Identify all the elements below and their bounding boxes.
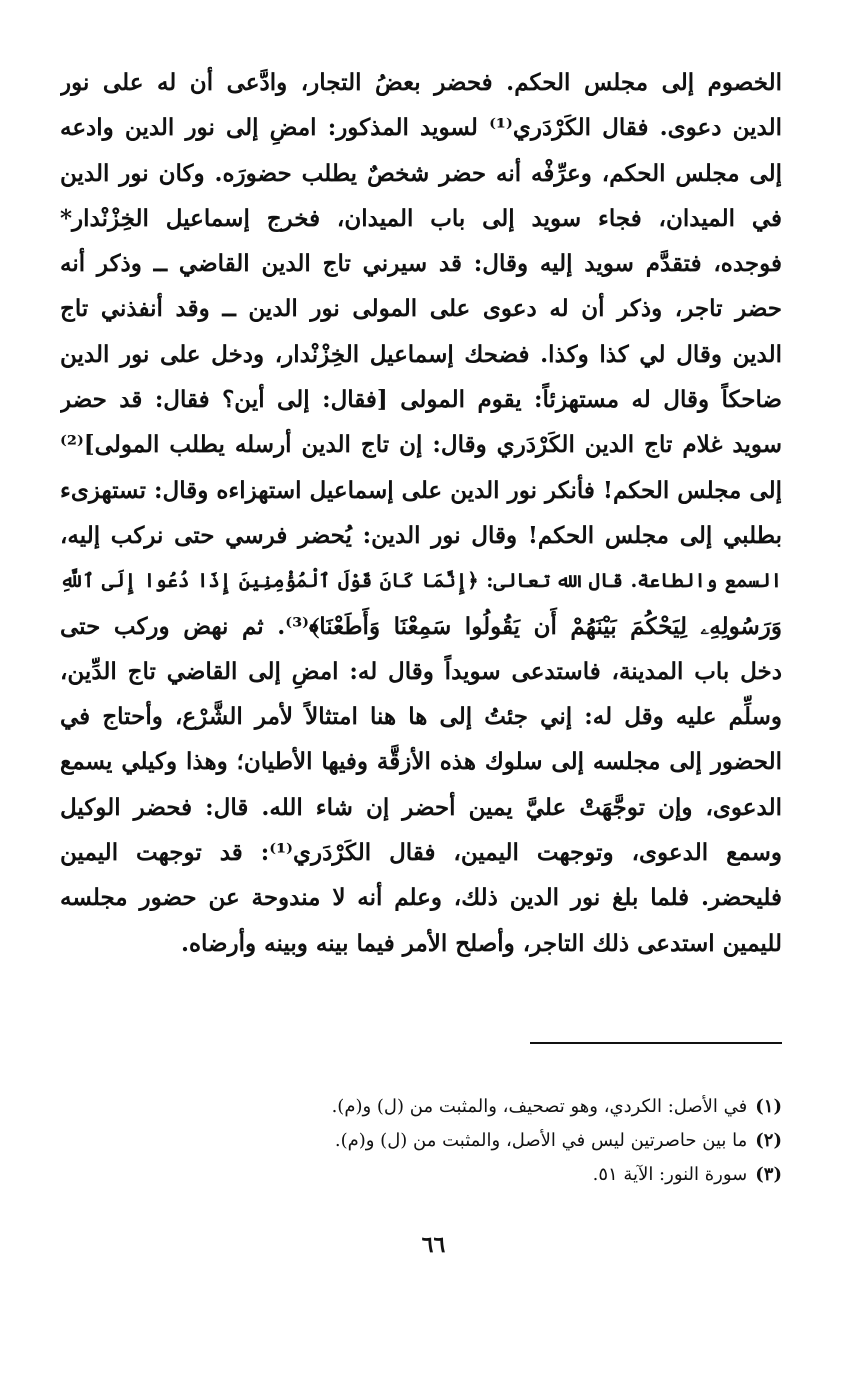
text-line: حضر تاجر، وذكر أن له دعوى على المولى نور الدين ــ وقد أنفذني تاج bbox=[60, 295, 782, 323]
text-line: ضاحكاً وقال له مستهزئاً: يقوم المولى [فقال: إلى أين؟ فقال: قد حضر bbox=[60, 386, 782, 414]
footnote bbox=[60, 1158, 782, 1192]
text-line: فليحضر. فلما بلغ نور الدين ذلك، وعلم أنه لا مندوحة عن حضور مجلسه bbox=[60, 884, 782, 912]
footnote-text: في الأصل: الكردي، وهو تصحيف، والمثبت من (ل) و(م). bbox=[331, 1096, 748, 1117]
text-line: الخصوم إلى مجلس الحكم. فحضر بعضُ التجار، وادَّعى أن له على نور bbox=[60, 69, 782, 96]
text-line: وَرَسُولِهِۦ لِيَحْكُمَ بَيْنَهُمْ أَن يَقُولُوا سَمِعْنَا وَأَطَعْنَا﴾⁽³⁾. ثم نهض وركب حتى bbox=[60, 612, 782, 640]
text-line: لليمين استدعى ذلك التاجر، وأصلح الأمر فيما بينه وبينه وأرضاه. bbox=[180, 929, 782, 957]
text-line: الدين دعوى. فقال الكَرْدَري⁽¹⁾ لسويد المذكور: امضِ إلى نور الدين وادعه bbox=[60, 114, 782, 142]
footnote-number: (٣) bbox=[755, 1164, 782, 1185]
text-line: وسلِّم عليه وقل له: إني جئتُ إلى ها هنا امتثالاً لأمر الشَّرْع، وأحتاج في bbox=[60, 703, 782, 731]
text-line: دخل باب المدينة، فاستدعى سويداً وقال له: امضِ إلى القاضي تاج الدِّين، bbox=[60, 657, 782, 685]
footnotes bbox=[60, 1090, 782, 1192]
text-line: إلى مجلس الحكم! فأنكر نور الدين على إسماعيل استهزاءه وقال: تستهزىء bbox=[60, 476, 782, 504]
text-line: بطلبي إلى مجلس الحكم! وقال نور الدين: يُحضر فرسي حتى نركب إليه، bbox=[60, 521, 782, 549]
footnote-number: (١) bbox=[755, 1096, 782, 1117]
footnote-text: ما بين حاصرتين ليس في الأصل، والمثبت من (ل) و(م). bbox=[334, 1130, 748, 1151]
footnote-separator bbox=[530, 1042, 782, 1044]
main-text bbox=[60, 60, 782, 966]
text-line: السمع والطاعة. قال الله تعالى: ﴿إِنَّمَا كَانَ قَوْلَ ٱلْمُؤْمِنِينَ إِذَا دُعُوا إِلَى ٱللَّهِ bbox=[60, 569, 782, 593]
text-line: الدين وقال لي كذا وكذا. فضحك إسماعيل الخِزْنْدار، ودخل على نور الدين bbox=[60, 340, 782, 368]
footnote-text: سورة النور: الآية ٥١. bbox=[592, 1164, 748, 1185]
text-line: الدعوى، وإن توجَّهَتْ عليَّ يمين أحضر إن شاء الله. قال: فحضر الوكيل bbox=[60, 793, 782, 821]
footnote bbox=[60, 1124, 782, 1158]
page-number: ٦٦ bbox=[421, 1232, 446, 1258]
text-line: سويد غلام تاج الدين الكَرْدَري وقال: إن تاج الدين أرسله يطلب المولى]⁽²⁾ bbox=[60, 431, 782, 459]
footnote-number: (٢) bbox=[755, 1130, 782, 1151]
text-line: في الميدان، فجاء سويد إلى باب الميدان، فخرج إسماعيل الخِزْنْدار* bbox=[60, 204, 782, 232]
text-line: إلى مجلس الحكم، وعرِّفْه أنه حضر شخصٌ يطلب حضورَه. وكان نور الدين bbox=[60, 159, 782, 187]
text-line: وسمع الدعوى، وتوجهت اليمين، فقال الكَرْدَري⁽¹⁾: قد توجهت اليمين bbox=[60, 839, 782, 867]
text-line: الحضور إلى مجلسه إلى سلوك هذه الأزقَّة وفيها الأطيان؛ وهذا وكيلي يسمع bbox=[60, 748, 782, 776]
text-line: فوجده، فتقدَّم سويد إليه وقال: قد سيرني تاج الدين القاضي ــ وذكر أنه bbox=[60, 250, 782, 278]
footnote bbox=[60, 1090, 782, 1124]
